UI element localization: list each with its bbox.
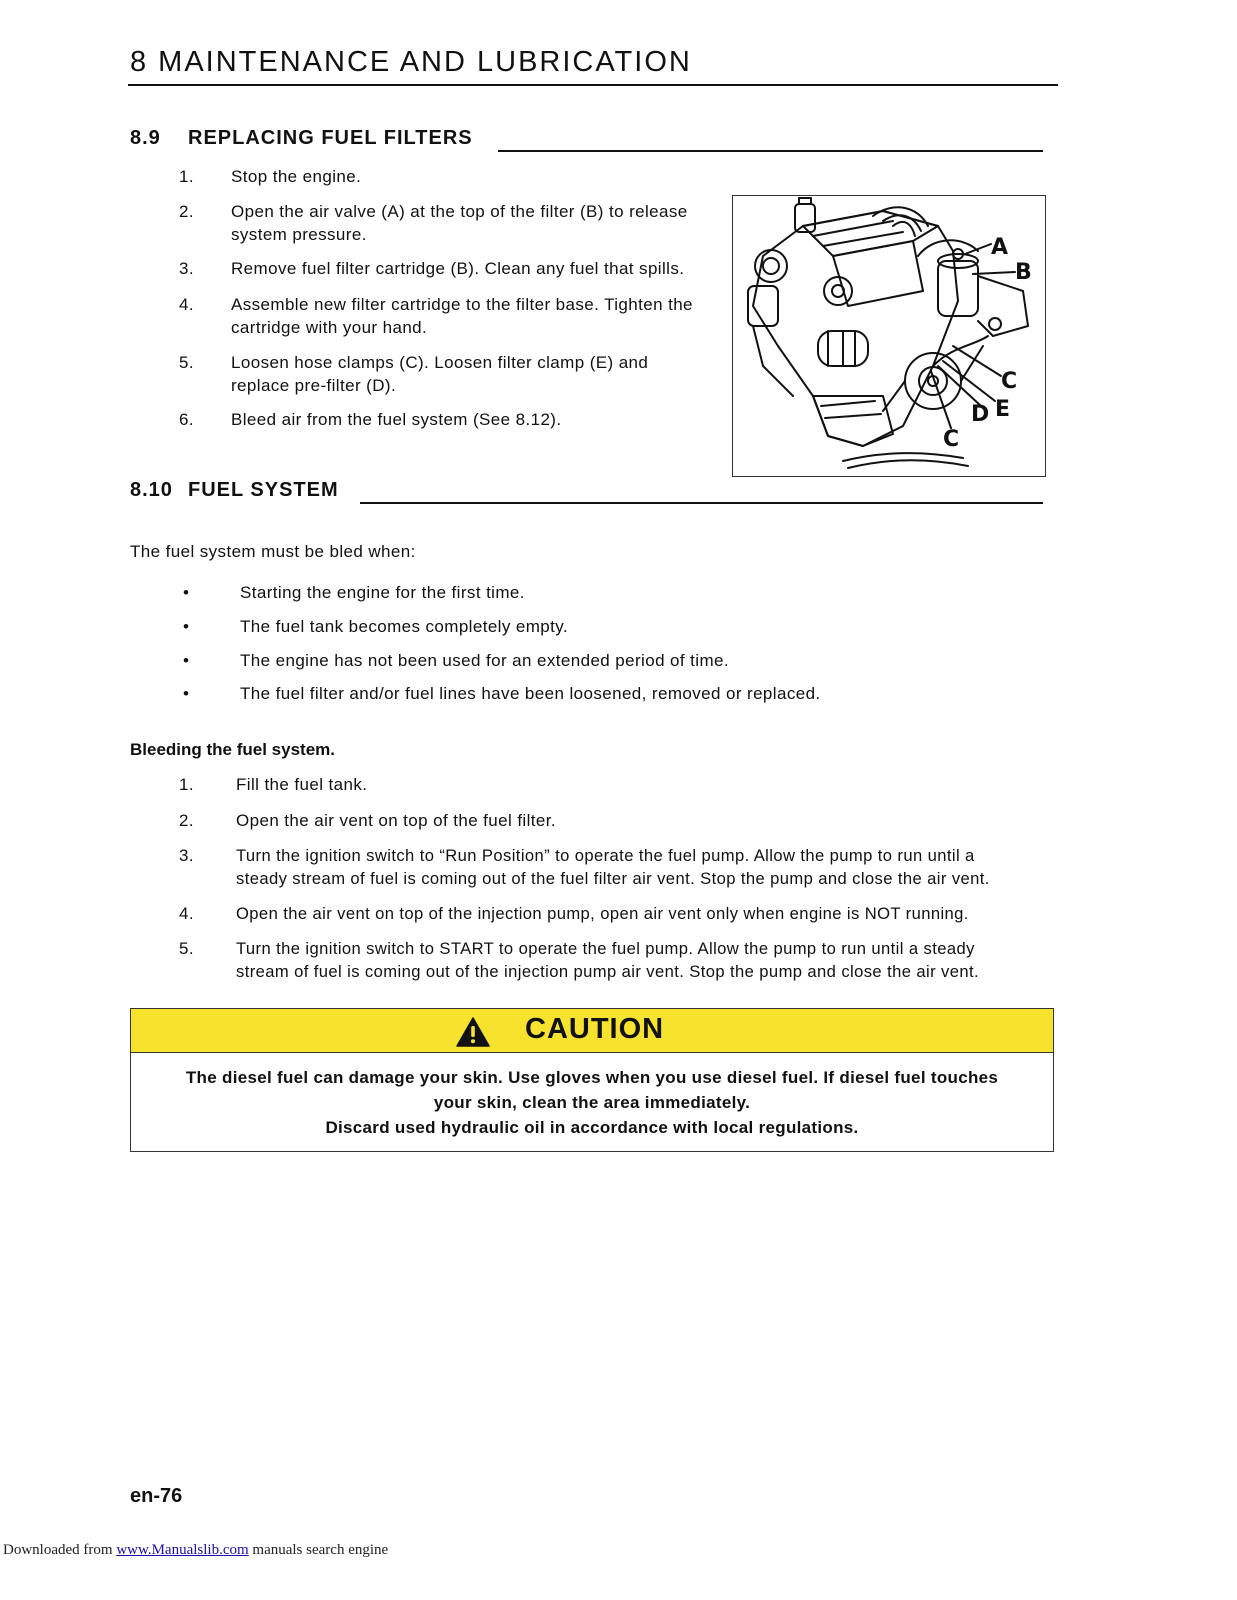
step-number: 6. [179, 410, 194, 429]
step-text: Remove fuel filter cartridge (B). Clean any fuel that spills. [231, 259, 685, 278]
step-number: 5. [179, 939, 194, 958]
step-text: Fill the fuel tank. [236, 775, 368, 794]
step-4 [179, 293, 724, 339]
step-text-cont: system pressure. [231, 225, 367, 244]
bleed-step-4 [179, 902, 1059, 925]
bleed-step-5 [179, 937, 1059, 983]
engine-figure [732, 195, 1046, 477]
step-number: 1. [179, 775, 194, 794]
step-text: Bleed air from the fuel system (See 8.12). [231, 410, 562, 429]
download-footer [3, 1542, 388, 1559]
caution-header [131, 1009, 1053, 1053]
bullet-symbol: • [183, 651, 190, 670]
section-rule [360, 502, 1043, 504]
step-number: 2. [179, 202, 194, 221]
section-title: REPLACING FUEL FILTERS [188, 127, 473, 149]
callout-c-upper: C [1001, 369, 1018, 394]
step-number: 4. [179, 295, 194, 314]
caution-text [131, 1065, 1053, 1140]
section-8-10-heading [130, 479, 339, 502]
step-6 [179, 408, 724, 431]
chapter-title: 8 MAINTENANCE AND LUBRICATION [130, 46, 692, 78]
step-2 [179, 200, 724, 246]
caution-line: The diesel fuel can damage your skin. Use gloves when you use diesel fuel. If diesel fuel touches [185, 1068, 999, 1087]
warning-triangle-icon [456, 1017, 490, 1047]
bullet-symbol: • [183, 583, 190, 602]
step-text: Turn the ignition switch to “Run Position” to operate the fuel pump. Allow the pump to run until a [236, 846, 975, 865]
callout-a: A [991, 235, 1009, 260]
step-number: 3. [179, 846, 194, 865]
list-item [183, 615, 883, 638]
section-number: 8.9 [130, 127, 161, 149]
caution-title: CAUTION [525, 1013, 665, 1045]
bleed-step-2 [179, 809, 1059, 832]
list-item-text: The fuel tank becomes completely empty. [240, 617, 569, 636]
caution-line: your skin, clean the area immediately. [433, 1093, 751, 1112]
bleed-step-1 [179, 773, 1059, 796]
step-number: 4. [179, 904, 194, 923]
list-item-text: The fuel filter and/or fuel lines have been loosened, removed or replaced. [240, 684, 821, 703]
step-text: Open the air valve (A) at the top of the filter (B) to release [231, 202, 688, 221]
bleed-step-3 [179, 844, 1059, 890]
bullet-symbol: • [183, 684, 190, 703]
step-text-cont: cartridge with your hand. [231, 318, 428, 337]
step-5 [179, 351, 724, 397]
step-text: Open the air vent on top of the injection pump, open air vent only when engine is NOT running. [236, 904, 969, 923]
step-number: 2. [179, 811, 194, 830]
step-text-cont: steady stream of fuel is coming out of the fuel filter air vent. Stop the pump and close the air vent. [236, 869, 990, 888]
manualslib-link[interactable]: www.Manualslib.com [116, 1542, 249, 1558]
page-number: en-76 [130, 1485, 183, 1507]
step-text: Turn the ignition switch to START to operate the fuel pump. Allow the pump to run until a steady [236, 939, 975, 958]
step-text: Loosen hose clamps (C). Loosen filter clamp (E) and [231, 353, 649, 372]
caution-line: Discard used hydraulic oil in accordance with local regulations. [325, 1118, 859, 1137]
engine-illustration-icon [733, 196, 1045, 476]
step-text: Stop the engine. [231, 167, 362, 186]
step-number: 1. [179, 167, 194, 186]
section-8-9-heading [130, 127, 473, 150]
fuel-system-intro: The fuel system must be bled when: [130, 542, 416, 561]
section-rule [498, 150, 1043, 152]
section-title: FUEL SYSTEM [188, 479, 339, 501]
callout-d: D [971, 402, 990, 427]
step-number: 5. [179, 353, 194, 372]
list-item [183, 581, 883, 604]
footer-suffix: manuals search engine [248, 1542, 389, 1558]
bleeding-heading: Bleeding the fuel system. [130, 740, 335, 759]
footer-prefix: Downloaded from [3, 1542, 117, 1558]
list-item-text: The engine has not been used for an extended period of time. [240, 651, 729, 670]
list-item [183, 649, 883, 672]
list-item-text: Starting the engine for the first time. [240, 583, 525, 602]
bullet-symbol: • [183, 617, 190, 636]
caution-box [130, 1008, 1054, 1152]
section-number: 8.10 [130, 479, 173, 501]
chapter-rule [128, 84, 1058, 86]
step-text-cont: replace pre-filter (D). [231, 376, 397, 395]
step-text: Open the air vent on top of the fuel filter. [236, 811, 557, 830]
step-text-cont: stream of fuel is coming out of the injection pump air vent. Stop the pump and close the air vent. [236, 962, 979, 981]
step-text: Assemble new filter cartridge to the filter base. Tighten the [231, 295, 693, 314]
callout-c-lower: C [943, 427, 960, 452]
step-number: 3. [179, 259, 194, 278]
callout-e: E [995, 397, 1011, 422]
list-item [183, 682, 883, 705]
callout-b: B [1015, 260, 1032, 285]
step-3 [179, 257, 724, 280]
step-1 [179, 165, 719, 188]
